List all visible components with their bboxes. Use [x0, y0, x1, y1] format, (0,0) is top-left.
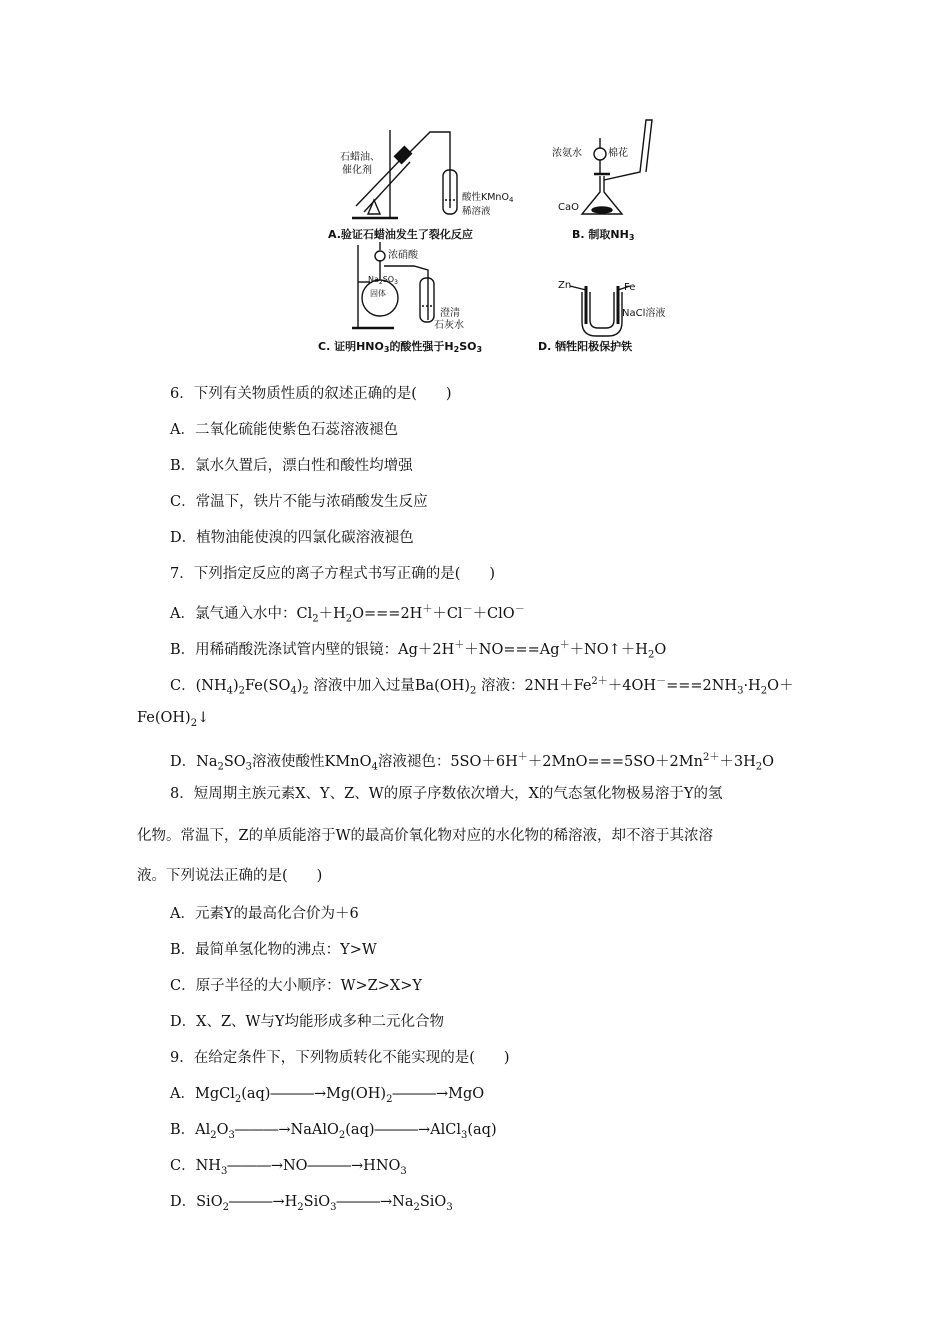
figB-label-cotton: 棉花: [608, 148, 628, 159]
q9-option-b: B．$Al_2O_3―――\to NaAlO_2(aq)―――\to AlCl_3(aq)$: [170, 1122, 497, 1141]
q9-option-a: A．$MgCl_2(aq)―――\to Mg(OH)_2―――\to MgO$: [170, 1086, 485, 1105]
q9-option-d: D．$SiO_2―――\to H_2SiO_3―――\to Na_2SiO_3$: [170, 1194, 453, 1213]
figC-label-limewater: 石灰水: [434, 320, 464, 331]
q7-option-c-cont: $Fe(OH)_2↓$: [137, 710, 210, 729]
figC-label-solid: 固体: [370, 289, 386, 298]
q6-option-b: B．氯水久置后，漂白性和酸性均增强: [170, 458, 413, 474]
q6-option-a: A．二氧化硫能使紫色石蕊溶液褪色: [170, 422, 398, 438]
figA-label-catalyst: 催化剂: [342, 165, 372, 176]
q8-stem-line1: 8．短周期主族元素X、Y、Z、W的原子序数依次增大，X的气态氢化物极易溶于Y的氢: [170, 786, 723, 802]
figA-caption: A.验证石蜡油发生了裂化反应: [328, 228, 473, 241]
figC-label-na2so3: $Na_2SO_3$: [368, 275, 398, 286]
figA-label-paraffin: 石蜡油、: [340, 152, 380, 163]
figB-label-cao: CaO: [558, 202, 579, 213]
q8-stem-line2: 化物。常温下，Z的单质能溶于W的最高价氧化物对应的水化物的稀溶液，却不溶于其浓溶: [137, 828, 713, 844]
q9-option-c: C．$NH_3―――\to NO―――\to HNO_3$: [170, 1158, 407, 1177]
q6-stem: 6．下列有关物质性质的叙述正确的是( ): [170, 386, 452, 402]
q7-option-c: C．$(NH_4)_2Fe(SO_4)_2$ 溶液中加入过量$Ba(OH)_2$ 溶液：$2NH+Fe^{2+}+4OH^-===2NH_3\cdot H_2O+$: [170, 676, 794, 697]
figA-label-dilute: 稀溶液: [462, 206, 491, 217]
figB-caption: B. 制取NH3: [572, 228, 635, 242]
q8-stem-line3: 液。下列说法正确的是( ): [137, 868, 323, 884]
q7-stem: 7．下列指定反应的离子方程式书写正确的是( ): [170, 566, 496, 582]
figC-caption: C. 证明HNO3的酸性强于H2SO3: [318, 340, 483, 354]
apparatus-figure: [300, 110, 700, 360]
q8-option-a: A．元素Y的最高化合价为＋6: [170, 906, 359, 922]
q7-option-a: A．氯气通入水中：$Cl_2+H_2O===2H^++Cl^-+ClO^-$: [170, 604, 525, 625]
q7-option-d: D．$Na_2SO_3$溶液使酸性KMnO$_4$溶液褪色：$5SO+6H^++2MnO===5SO+2Mn^{2+}+3H_2O$: [170, 752, 774, 773]
q7-option-b: B．用稀硝酸洗涤试管内壁的银镜：$Ag+2H^++NO===Ag^++NO↑+H_2O$: [170, 640, 667, 661]
q8-option-b: B．最简单氢化物的沸点：Y>W: [170, 942, 377, 958]
q8-option-c: C．原子半径的大小顺序：W>Z>X>Y: [170, 978, 422, 994]
q6-option-d: D．植物油能使溴的四氯化碳溶液褪色: [170, 530, 414, 546]
apparatus-diagram: [300, 110, 700, 360]
figC-label-clear: 澄清: [440, 308, 460, 319]
q8-option-d: D．X、Z、W与Y均能形成多种二元化合物: [170, 1014, 444, 1030]
figC-label-nitric: 浓硝酸: [388, 250, 418, 261]
figD-label-nacl: NaCl溶液: [622, 308, 666, 319]
figD-label-fe: Fe: [624, 282, 636, 293]
q9-stem: 9．在给定条件下，下列物质转化不能实现的是( ): [170, 1050, 510, 1066]
figD-caption: D. 牺牲阳极保护铁: [538, 340, 633, 353]
figB-label-ammonia: 浓氨水: [552, 148, 582, 159]
q6-option-c: C．常温下，铁片不能与浓硝酸发生反应: [170, 494, 428, 510]
figA-label-kmno4: 酸性KMnO$_4$: [462, 192, 514, 204]
figD-label-zn: Zn: [558, 280, 572, 291]
